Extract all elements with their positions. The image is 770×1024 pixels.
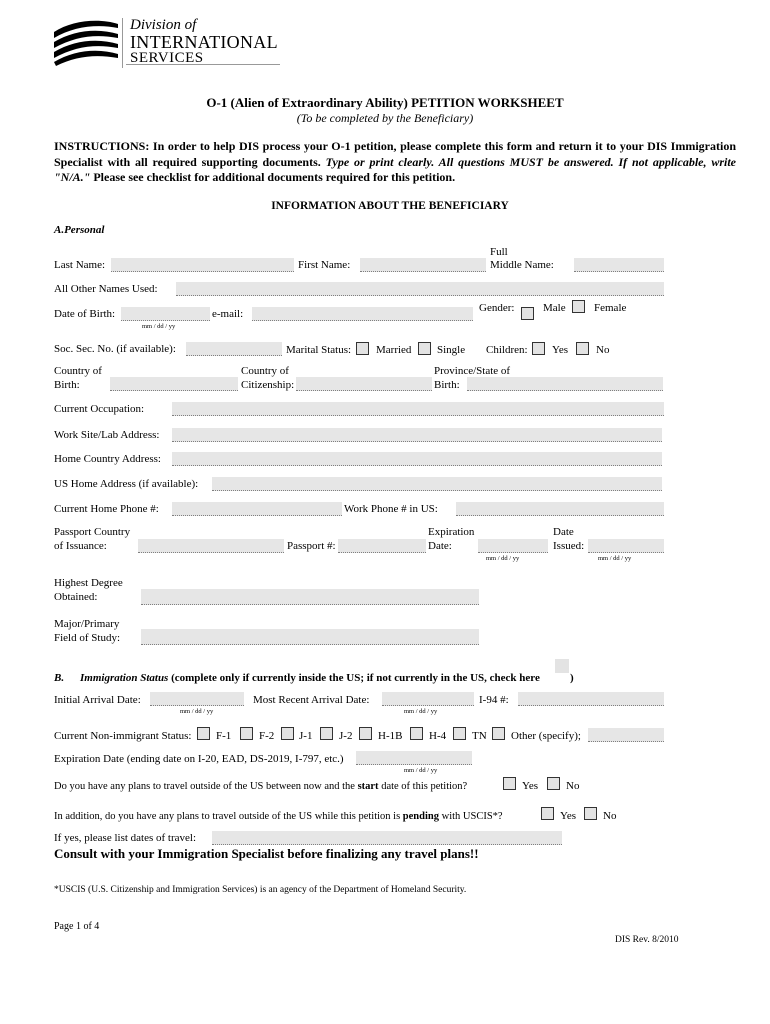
citizenship-label2: Citizenship: [241, 379, 295, 391]
work-phone-label: Work Phone # in US: [344, 503, 438, 515]
travel-q1-start: start [357, 781, 379, 792]
issued-label2: Issued: [553, 540, 585, 552]
travel-dates-label: If yes, please list dates of travel: [54, 832, 197, 844]
dis-logo [52, 18, 282, 68]
male-label: Male [543, 302, 566, 314]
travel-q2-yes-checkbox[interactable] [541, 807, 554, 820]
expiration-field[interactable] [478, 539, 548, 553]
passport-country-label1: Passport Country [54, 526, 131, 538]
province-label2: Birth: [434, 379, 460, 391]
page-subtitle: (To be completed by the Beneficiary) [296, 111, 474, 125]
single-checkbox[interactable] [418, 342, 431, 355]
degree-label1: Highest Degree [54, 577, 123, 589]
gender-label: Gender: [479, 302, 515, 314]
female-label: Female [594, 302, 627, 314]
travel-q2 [54, 810, 503, 823]
initial-arrival-label: Initial Arrival Date: [54, 694, 141, 706]
j1-checkbox[interactable] [281, 727, 294, 740]
home-country-address-field[interactable] [172, 452, 662, 466]
tn-label: TN [472, 730, 487, 742]
expiration-label1: Expiration [428, 526, 475, 538]
travel-q1-yes-label: Yes [522, 780, 539, 792]
section-heading: INFORMATION ABOUT THE BENEFICIARY [271, 200, 509, 212]
home-phone-field[interactable] [172, 502, 342, 516]
other-label: Other (specify); [511, 730, 581, 742]
expiration-date-field[interactable] [356, 751, 472, 765]
other-names-field[interactable] [176, 282, 664, 296]
children-no-checkbox[interactable] [576, 342, 589, 355]
male-checkbox[interactable] [521, 307, 534, 320]
first-name-field[interactable] [360, 258, 486, 272]
degree-field[interactable] [141, 589, 479, 605]
home-phone-label: Current Home Phone #: [54, 503, 159, 515]
travel-q1-end: date of this petition? [378, 781, 468, 792]
passport-number-label: Passport #: [287, 540, 336, 552]
work-phone-field[interactable] [456, 502, 664, 516]
passport-country-field[interactable] [138, 539, 284, 553]
expiration-label2: Date: [428, 540, 452, 552]
f2-label: F-2 [259, 730, 275, 742]
section-b-note: (complete only if currently inside the US; if not currently in the US, check here [168, 672, 540, 684]
footnote: *USCIS (U.S. Citizenship and Immigration Services) is an agency of the Department of Homeland Security. [54, 885, 467, 895]
middle-name-field[interactable] [574, 258, 664, 272]
travel-q1 [54, 780, 467, 793]
email-field[interactable] [252, 307, 473, 321]
issued-label1: Date [553, 526, 574, 538]
other-checkbox[interactable] [492, 727, 505, 740]
page-number: Page 1 of 4 [54, 921, 100, 932]
initial-arrival-hint: mm / dd / yy [180, 708, 214, 715]
children-no-label: No [596, 344, 610, 356]
section-a-heading: A.Personal [54, 224, 105, 236]
other-field[interactable] [588, 728, 664, 742]
page-title: O-1 (Alien of Extraordinary Ability) PETITION WORKSHEET [206, 95, 564, 110]
f1-label: F-1 [216, 730, 232, 742]
revision: DIS Rev. 8/2010 [615, 935, 679, 945]
travel-q1-text: Do you have any plans to travel outside of the US between now and the [54, 781, 358, 792]
major-label1: Major/Primary [54, 618, 120, 630]
worksite-field[interactable] [172, 428, 662, 442]
instructions-text2: Type or print clearly. All questions MUST be answered. If not applicable, write "N/A." [54, 154, 736, 184]
children-yes-label: Yes [552, 344, 569, 356]
citizenship-field[interactable] [296, 377, 432, 391]
dob-label: Date of Birth: [54, 308, 116, 320]
worksite-label: Work Site/Lab Address: [54, 429, 160, 441]
logo-line3: SERVICES [130, 50, 204, 66]
section-b-close: ) [570, 672, 574, 684]
recent-arrival-field[interactable] [382, 692, 474, 706]
other-names-label: All Other Names Used: [54, 283, 158, 295]
logo-swoosh-icon [52, 18, 122, 66]
h4-label: H-4 [429, 730, 447, 742]
province-field[interactable] [467, 377, 663, 391]
citizenship-label1: Country of [241, 365, 289, 377]
instructions-lead: INSTRUCTIONS: [54, 139, 150, 153]
section-b-letter: B. [54, 672, 65, 684]
logo-line2: INTERNATIONAL [130, 32, 278, 52]
marital-label: Marital Status: [286, 344, 352, 356]
country-birth-label2: Birth: [54, 379, 80, 391]
expiration-date-label: Expiration Date (ending date on I-20, EAD, DS-2019, I-797, etc.) [54, 753, 344, 765]
us-home-address-field[interactable] [212, 477, 662, 491]
children-label: Children: [486, 344, 528, 356]
degree-label2: Obtained: [54, 591, 98, 603]
logo-line1: Division of [130, 17, 197, 33]
email-label: e-mail: [212, 308, 244, 320]
nonimmigrant-label: Current Non-immigrant Status: [54, 730, 192, 742]
f1-checkbox[interactable] [197, 727, 210, 740]
last-name-label: Last Name: [54, 259, 106, 271]
full-label: Full [490, 246, 508, 258]
h4-checkbox[interactable] [410, 727, 423, 740]
instructions-text3: Please see checklist for additional documents required for this petition. [90, 170, 456, 184]
instructions [54, 139, 736, 186]
ssn-field[interactable] [186, 342, 282, 356]
ssn-label: Soc. Sec. No. (if available): [54, 343, 176, 355]
section-b-title: Immigration Status [80, 672, 169, 684]
occupation-label: Current Occupation: [54, 403, 145, 415]
single-label: Single [437, 344, 466, 356]
travel-q2-no-checkbox[interactable] [584, 807, 597, 820]
major-field[interactable] [141, 629, 479, 645]
not-in-us-checkbox[interactable] [555, 659, 569, 673]
section-b-heading [54, 672, 540, 685]
dob-hint: mm / dd / yy [142, 323, 176, 330]
travel-q2-end: with USCIS*? [438, 811, 503, 822]
dob-field[interactable] [121, 307, 210, 321]
initial-arrival-field[interactable] [150, 692, 244, 706]
middle-name-label: Middle Name: [490, 259, 554, 271]
issued-field[interactable] [588, 539, 664, 553]
country-birth-label1: Country of [54, 365, 102, 377]
travel-q2-yes-label: Yes [560, 810, 577, 822]
h1b-checkbox[interactable] [359, 727, 372, 740]
j1-label: J-1 [299, 730, 313, 742]
f2-checkbox[interactable] [240, 727, 253, 740]
female-checkbox[interactable] [572, 300, 585, 313]
travel-dates-field[interactable] [212, 831, 562, 845]
occupation-field[interactable] [172, 402, 664, 416]
travel-q1-yes-checkbox[interactable] [503, 777, 516, 790]
us-home-address-label: US Home Address (if available): [54, 478, 199, 490]
travel-q2-text: In addition, do you have any plans to travel outside of the US while this petition is [54, 811, 403, 822]
issued-hint: mm / dd / yy [598, 555, 632, 562]
married-label: Married [376, 344, 412, 356]
country-birth-field[interactable] [110, 377, 238, 391]
first-name-label: First Name: [298, 259, 351, 271]
i94-label: I-94 #: [479, 694, 509, 706]
travel-q2-no-label: No [603, 810, 617, 822]
recent-arrival-hint: mm / dd / yy [404, 708, 438, 715]
married-checkbox[interactable] [356, 342, 369, 355]
expiration-date-hint: mm / dd / yy [404, 767, 438, 774]
major-label2: Field of Study: [54, 632, 121, 644]
j2-checkbox[interactable] [320, 727, 333, 740]
children-yes-checkbox[interactable] [532, 342, 545, 355]
travel-q1-no-checkbox[interactable] [547, 777, 560, 790]
travel-q2-pending: pending [402, 811, 439, 822]
j2-label: J-2 [339, 730, 353, 742]
home-country-address-label: Home Country Address: [54, 453, 161, 465]
recent-arrival-label: Most Recent Arrival Date: [253, 694, 370, 706]
province-label1: Province/State of [434, 365, 511, 377]
travel-q1-no-label: No [566, 780, 580, 792]
expiration-hint: mm / dd / yy [486, 555, 520, 562]
passport-country-label2: of Issuance: [54, 540, 107, 552]
passport-number-field[interactable] [338, 539, 426, 553]
consult-warning: Consult with your Immigration Specialist before finalizing any travel plans!! [54, 846, 479, 861]
tn-checkbox[interactable] [453, 727, 466, 740]
instructions-text1: In order to help DIS process your O-1 petition, please complete this form and return it to your DIS Immigration Specialist with all required supporting documents. [54, 139, 736, 169]
i94-field[interactable] [518, 692, 664, 706]
h1b-label: H-1B [378, 730, 403, 742]
last-name-field[interactable] [111, 258, 294, 272]
